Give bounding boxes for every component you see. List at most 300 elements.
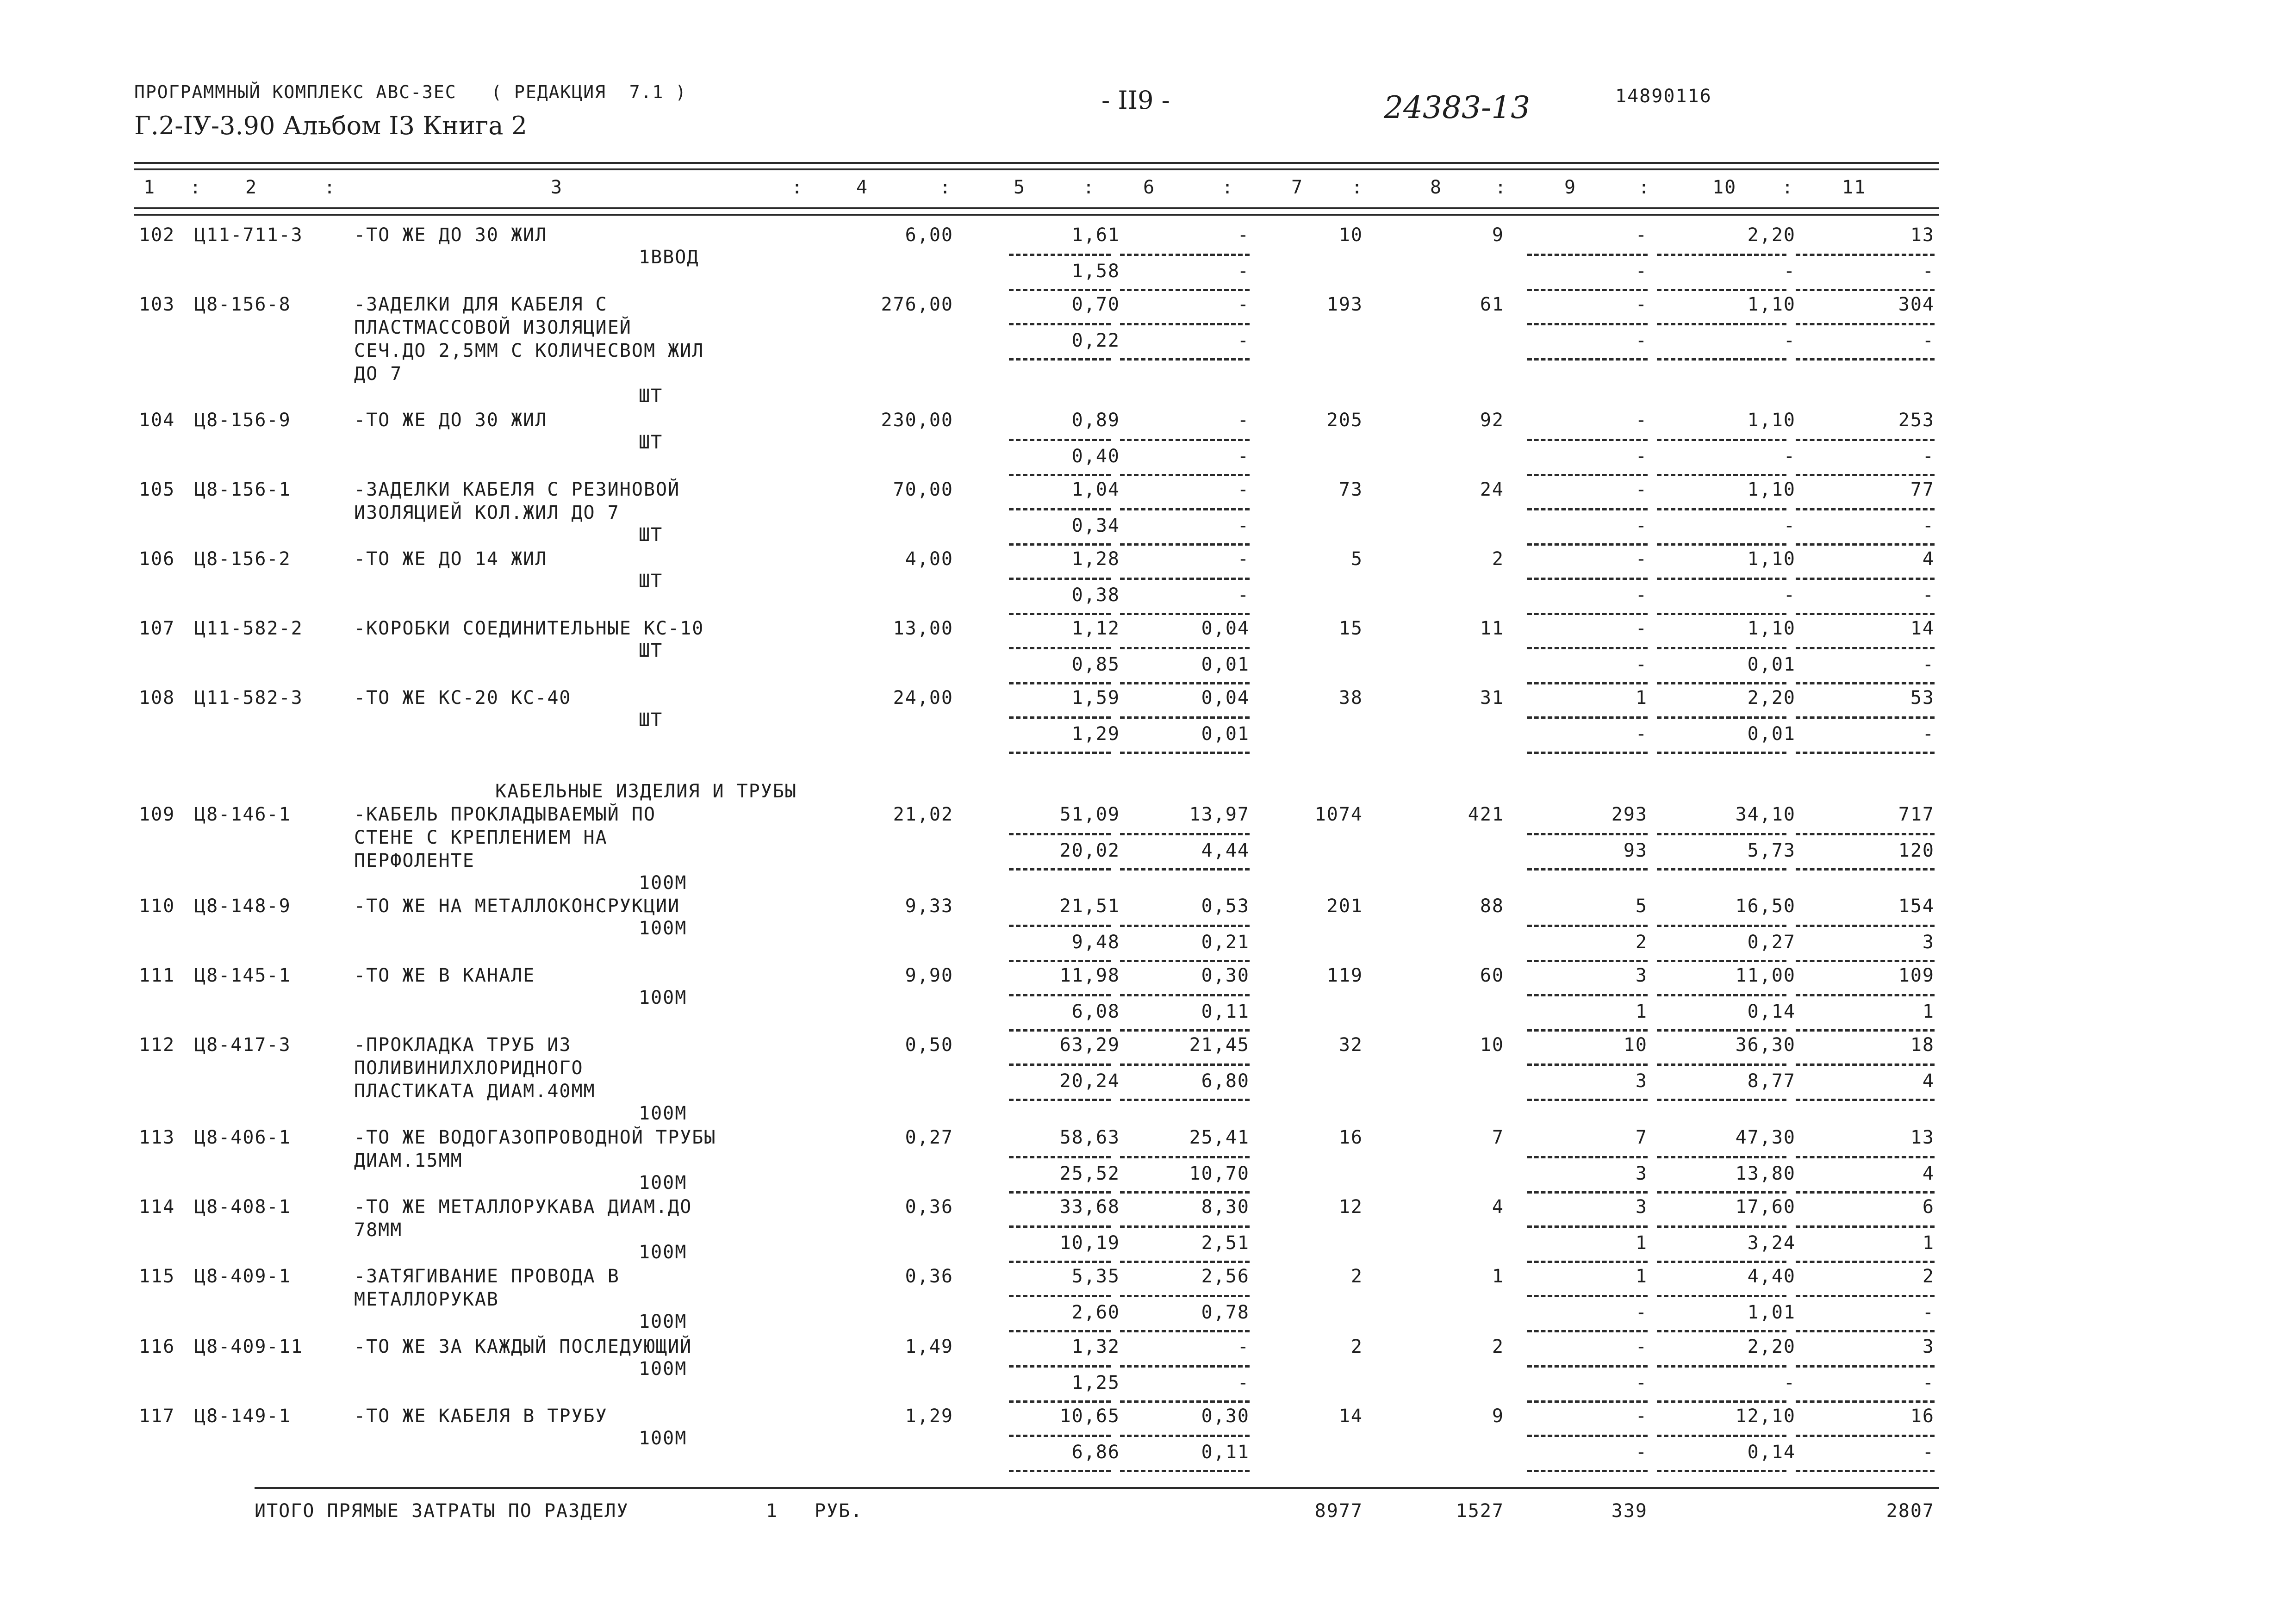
row-number: 102 xyxy=(139,224,175,246)
row-col10: 1,10 xyxy=(1747,410,1796,431)
row-sub-separator-c5 xyxy=(1009,868,1111,871)
row-separator-c5 xyxy=(1009,254,1111,256)
row-sub-col9: 1 xyxy=(1635,1232,1648,1254)
row-col7: 73 xyxy=(1338,479,1363,500)
row-separator-c10 xyxy=(1657,1435,1786,1437)
row-sub-col11: - xyxy=(1922,723,1935,745)
row-col8: 61 xyxy=(1480,294,1504,315)
column-separator: : xyxy=(190,177,202,198)
row-col4: 0,36 xyxy=(905,1266,953,1287)
row-sub-separator-c5 xyxy=(1009,960,1111,962)
row-col10: 17,60 xyxy=(1735,1196,1796,1218)
row-sub-col10: - xyxy=(1783,585,1796,606)
row-sub-col6: 4,44 xyxy=(1201,840,1250,861)
document-number: 24383-13 xyxy=(1384,90,1531,125)
row-description: СТЕНЕ С КРЕПЛЕНИЕМ НА xyxy=(354,827,608,848)
column-separator: : xyxy=(791,177,804,198)
row-separator-c10 xyxy=(1657,647,1786,649)
row-col7: 201 xyxy=(1326,895,1363,917)
row-description: -ТО ЖЕ В КАНАЛЕ xyxy=(354,965,535,986)
row-col9: 1 xyxy=(1635,1266,1648,1287)
row-sub-separator-c10 xyxy=(1657,1330,1786,1332)
row-col7: 38 xyxy=(1338,687,1363,709)
row-col10: 36,30 xyxy=(1735,1034,1796,1056)
row-col11: 13 xyxy=(1910,224,1935,246)
row-separator-c10 xyxy=(1657,1365,1786,1368)
row-col4: 6,00 xyxy=(905,224,953,246)
row-sub-separator-c9 xyxy=(1527,1099,1648,1101)
row-description: 78ММ xyxy=(354,1219,403,1241)
row-sub-col6: - xyxy=(1237,585,1250,606)
row-description: ПЛАСТИКАТА ДИАМ.40ММ xyxy=(354,1081,596,1102)
row-col6: 0,53 xyxy=(1201,895,1250,917)
row-separator-c6 xyxy=(1120,1295,1250,1297)
row-code: Ц8-148-9 xyxy=(194,895,291,917)
album-title: Г.2-IУ-3.90 Альбом I3 Книга 2 xyxy=(134,111,527,140)
row-col4: 9,90 xyxy=(905,965,953,986)
row-sub-col6: 2,51 xyxy=(1201,1232,1250,1254)
row-sub-col6: 0,78 xyxy=(1201,1302,1250,1323)
row-sub-separator-c9 xyxy=(1527,613,1648,615)
row-separator-c6 xyxy=(1120,508,1250,510)
row-col6: 21,45 xyxy=(1189,1034,1250,1056)
row-col6: - xyxy=(1237,548,1250,570)
row-description: ДО 7 xyxy=(354,363,403,385)
row-sub-col11: 120 xyxy=(1898,840,1935,861)
row-description: ИЗОЛЯЦИЕЙ КОЛ.ЖИЛ ДО 7 xyxy=(354,502,620,523)
column-separator: : xyxy=(324,177,336,198)
row-unit: ШТ xyxy=(639,709,663,731)
row-col8: 2 xyxy=(1492,1336,1504,1357)
row-number: 108 xyxy=(139,687,175,709)
row-sub-col9: - xyxy=(1635,585,1648,606)
row-separator-c10 xyxy=(1657,1225,1786,1228)
row-sub-separator-c5 xyxy=(1009,1470,1111,1472)
row-separator-c5 xyxy=(1009,716,1111,719)
column-number: 5 xyxy=(1014,177,1026,198)
row-sub-separator-c6 xyxy=(1120,1330,1250,1332)
row-col6: 13,97 xyxy=(1189,804,1250,825)
row-sub-col9: - xyxy=(1635,1302,1648,1323)
row-unit: 100М xyxy=(639,987,687,1008)
column-number: 2 xyxy=(245,177,258,198)
row-description: -КАБЕЛЬ ПРОКЛАДЫВАЕМЫЙ ПО xyxy=(354,804,656,825)
row-unit: ШТ xyxy=(639,386,663,407)
row-separator-c9 xyxy=(1527,1365,1648,1368)
row-code: Ц8-156-8 xyxy=(194,294,291,315)
row-sub-separator-c10 xyxy=(1657,474,1786,476)
row-sub-col5: 0,34 xyxy=(1071,515,1120,536)
row-separator-c9 xyxy=(1527,1295,1648,1297)
column-separator: : xyxy=(1638,177,1651,198)
row-separator-c10 xyxy=(1657,439,1786,441)
row-col9: - xyxy=(1635,224,1648,246)
row-sub-col10: - xyxy=(1783,261,1796,282)
row-col9: - xyxy=(1635,1336,1648,1357)
row-sub-separator-c10 xyxy=(1657,960,1786,962)
row-sub-separator-c9 xyxy=(1527,1029,1648,1032)
row-sub-separator-c10 xyxy=(1657,1400,1786,1403)
row-sub-col10: - xyxy=(1783,330,1796,351)
row-description: -ЗАДЕЛКИ ДЛЯ КАБЕЛЯ С xyxy=(354,294,608,315)
row-code: Ц8-149-1 xyxy=(194,1405,291,1427)
row-sub-col11: - xyxy=(1922,585,1935,606)
row-code: Ц8-408-1 xyxy=(194,1196,291,1218)
row-separator-c6 xyxy=(1120,925,1250,927)
row-number: 116 xyxy=(139,1336,175,1357)
row-separator-c6 xyxy=(1120,647,1250,649)
row-sub-col11: 1 xyxy=(1922,1232,1935,1254)
row-col7: 12 xyxy=(1338,1196,1363,1218)
row-sub-separator-c9 xyxy=(1527,289,1648,291)
row-col5: 1,59 xyxy=(1071,687,1120,709)
row-sub-separator-c5 xyxy=(1009,1261,1111,1263)
row-code: Ц8-406-1 xyxy=(194,1127,291,1148)
row-col6: - xyxy=(1237,294,1250,315)
row-sub-separator-c10 xyxy=(1657,1099,1786,1101)
row-col9: - xyxy=(1635,294,1648,315)
row-sub-col10: 13,80 xyxy=(1735,1163,1796,1184)
row-sub-col11: 1 xyxy=(1922,1001,1935,1022)
row-col8: 1 xyxy=(1492,1266,1504,1287)
row-sub-col6: - xyxy=(1237,261,1250,282)
row-col6: 0,30 xyxy=(1201,1405,1250,1427)
row-col4: 230,00 xyxy=(881,410,953,431)
row-separator-c10 xyxy=(1657,578,1786,580)
row-unit: 100М xyxy=(639,918,687,939)
row-separator-c9 xyxy=(1527,254,1648,256)
row-separator-c10 xyxy=(1657,1156,1786,1158)
row-col5: 1,28 xyxy=(1071,548,1120,570)
row-description: ПЛАСТМАССОВОЙ ИЗОЛЯЦИЕЙ xyxy=(354,317,632,338)
row-col11: 13 xyxy=(1910,1127,1935,1148)
row-col5: 10,65 xyxy=(1059,1405,1120,1427)
row-sub-separator-c11 xyxy=(1796,358,1935,361)
row-sub-separator-c11 xyxy=(1796,682,1935,684)
row-sub-separator-c5 xyxy=(1009,289,1111,291)
row-col5: 11,98 xyxy=(1059,965,1120,986)
row-sub-col9: 2 xyxy=(1635,932,1648,953)
row-sub-separator-c6 xyxy=(1120,358,1250,361)
row-col10: 4,40 xyxy=(1747,1266,1796,1287)
row-separator-c10 xyxy=(1657,1295,1786,1297)
row-separator-c11 xyxy=(1796,323,1935,325)
row-sub-separator-c5 xyxy=(1009,358,1111,361)
row-sub-col11: - xyxy=(1922,515,1935,536)
row-unit: 100М xyxy=(639,1311,687,1332)
row-separator-c10 xyxy=(1657,254,1786,256)
row-sub-col11: - xyxy=(1922,1372,1935,1393)
row-separator-c11 xyxy=(1796,647,1935,649)
row-sub-separator-c5 xyxy=(1009,613,1111,615)
row-code: Ц8-409-1 xyxy=(194,1266,291,1287)
row-sub-col11: 4 xyxy=(1922,1163,1935,1184)
row-col8: 9 xyxy=(1492,224,1504,246)
row-code: Ц8-417-3 xyxy=(194,1034,291,1056)
row-separator-c11 xyxy=(1796,578,1935,580)
row-description: -ПРОКЛАДКА ТРУБ ИЗ xyxy=(354,1034,572,1056)
row-col9: 10 xyxy=(1623,1034,1648,1056)
row-unit: 100М xyxy=(639,1242,687,1263)
row-sub-col5: 20,02 xyxy=(1059,840,1120,861)
row-col11: 53 xyxy=(1910,687,1935,709)
row-sub-col5: 1,25 xyxy=(1071,1372,1120,1393)
row-sub-col10: 5,73 xyxy=(1747,840,1796,861)
row-sub-col9: 3 xyxy=(1635,1163,1648,1184)
row-separator-c10 xyxy=(1657,508,1786,510)
row-description: -ТО ЖЕ ДО 14 ЖИЛ xyxy=(354,548,548,570)
row-sub-separator-c9 xyxy=(1527,868,1648,871)
row-unit: 100М xyxy=(639,1103,687,1124)
column-separator: : xyxy=(1222,177,1234,198)
row-col4: 9,33 xyxy=(905,895,953,917)
row-sub-col5: 1,58 xyxy=(1071,261,1120,282)
row-col7: 205 xyxy=(1326,410,1363,431)
row-col11: 6 xyxy=(1922,1196,1935,1218)
column-separator: : xyxy=(940,177,952,198)
row-sub-separator-c5 xyxy=(1009,1191,1111,1194)
row-sub-separator-c10 xyxy=(1657,1191,1786,1194)
row-col8: 11 xyxy=(1480,618,1504,639)
row-separator-c5 xyxy=(1009,1225,1111,1228)
row-sub-separator-c11 xyxy=(1796,1261,1935,1263)
row-col7: 32 xyxy=(1338,1034,1363,1056)
row-sub-separator-c11 xyxy=(1796,1191,1935,1194)
row-col4: 276,00 xyxy=(881,294,953,315)
row-sub-col5: 0,22 xyxy=(1071,330,1120,351)
row-col8: 421 xyxy=(1468,804,1504,825)
row-code: Ц11-582-2 xyxy=(194,618,303,639)
row-sub-col10: - xyxy=(1783,446,1796,467)
row-col7: 2 xyxy=(1350,1266,1363,1287)
row-sub-col6: 0,21 xyxy=(1201,932,1250,953)
totals-label: ИТОГО ПРЯМЫЕ ЗАТРАТЫ ПО РАЗДЕЛУ xyxy=(255,1500,629,1522)
row-description: МЕТАЛЛОРУКАВ xyxy=(354,1289,499,1310)
row-sub-col5: 0,38 xyxy=(1071,585,1120,606)
row-sub-separator-c6 xyxy=(1120,613,1250,615)
row-separator-c11 xyxy=(1796,925,1935,927)
row-col11: 154 xyxy=(1898,895,1935,917)
row-col5: 63,29 xyxy=(1059,1034,1120,1056)
row-sub-col6: - xyxy=(1237,330,1250,351)
row-unit: 100М xyxy=(639,1172,687,1194)
row-col6: 0,04 xyxy=(1201,618,1250,639)
row-sub-col11: - xyxy=(1922,1442,1935,1463)
row-separator-c9 xyxy=(1527,647,1648,649)
row-col6: - xyxy=(1237,479,1250,500)
row-col9: 7 xyxy=(1635,1127,1648,1148)
row-number: 112 xyxy=(139,1034,175,1056)
row-sub-separator-c9 xyxy=(1527,543,1648,546)
row-sub-separator-c5 xyxy=(1009,1400,1111,1403)
row-col9: 3 xyxy=(1635,1196,1648,1218)
row-description: -ТО ЖЕ ДО 30 ЖИЛ xyxy=(354,224,548,246)
column-number: 10 xyxy=(1712,177,1737,198)
row-description: -ТО ЖЕ ДО 30 ЖИЛ xyxy=(354,410,548,431)
row-separator-c11 xyxy=(1796,994,1935,996)
row-sub-separator-c6 xyxy=(1120,752,1250,754)
header-top-rule xyxy=(134,162,1939,164)
row-sub-separator-c5 xyxy=(1009,1330,1111,1332)
row-sub-separator-c10 xyxy=(1657,752,1786,754)
row-col8: 92 xyxy=(1480,410,1504,431)
row-col10: 1,10 xyxy=(1747,618,1796,639)
row-col6: 2,56 xyxy=(1201,1266,1250,1287)
row-description: ПЕРФОЛЕНТЕ xyxy=(354,850,475,871)
row-sub-col5: 9,48 xyxy=(1071,932,1120,953)
row-col5: 58,63 xyxy=(1059,1127,1120,1148)
row-sub-col10: 1,01 xyxy=(1747,1302,1796,1323)
row-description: -ТО ЖЕ КС-20 КС-40 xyxy=(354,687,572,709)
row-sub-separator-c10 xyxy=(1657,682,1786,684)
row-sub-separator-c11 xyxy=(1796,868,1935,871)
row-sub-col9: - xyxy=(1635,515,1648,536)
totals-section: 1 xyxy=(766,1500,778,1522)
row-col8: 2 xyxy=(1492,548,1504,570)
row-number: 106 xyxy=(139,548,175,570)
row-unit: 100М xyxy=(639,872,687,894)
row-separator-c6 xyxy=(1120,833,1250,835)
column-separator: : xyxy=(1351,177,1364,198)
row-sub-separator-c9 xyxy=(1527,1330,1648,1332)
row-sub-col6: 0,11 xyxy=(1201,1442,1250,1463)
column-number: 1 xyxy=(143,177,156,198)
row-sub-separator-c11 xyxy=(1796,960,1935,962)
row-col11: 717 xyxy=(1898,804,1935,825)
row-separator-c9 xyxy=(1527,508,1648,510)
row-separator-c11 xyxy=(1796,508,1935,510)
row-sub-col9: - xyxy=(1635,654,1648,675)
row-separator-c9 xyxy=(1527,925,1648,927)
row-separator-c9 xyxy=(1527,833,1648,835)
row-sub-col11: 4 xyxy=(1922,1070,1935,1092)
row-sub-col6: 0,01 xyxy=(1201,723,1250,745)
row-separator-c9 xyxy=(1527,1063,1648,1066)
row-separator-c10 xyxy=(1657,716,1786,719)
row-unit: ШТ xyxy=(639,640,663,661)
row-col9: - xyxy=(1635,548,1648,570)
row-separator-c6 xyxy=(1120,1225,1250,1228)
row-sub-col9: - xyxy=(1635,1372,1648,1393)
totals-col9: 339 xyxy=(1611,1500,1648,1522)
row-sub-separator-c10 xyxy=(1657,1470,1786,1472)
row-sub-col6: 6,80 xyxy=(1201,1070,1250,1092)
row-col5: 1,61 xyxy=(1071,224,1120,246)
row-sub-col6: - xyxy=(1237,515,1250,536)
row-col4: 4,00 xyxy=(905,548,953,570)
row-sub-col5: 20,24 xyxy=(1059,1070,1120,1092)
row-separator-c9 xyxy=(1527,994,1648,996)
row-separator-c9 xyxy=(1527,323,1648,325)
row-sub-col5: 1,29 xyxy=(1071,723,1120,745)
row-col11: 14 xyxy=(1910,618,1935,639)
row-code: Ц8-156-1 xyxy=(194,479,291,500)
row-separator-c5 xyxy=(1009,508,1111,510)
row-sub-col5: 0,40 xyxy=(1071,446,1120,467)
row-number: 117 xyxy=(139,1405,175,1427)
row-separator-c10 xyxy=(1657,994,1786,996)
row-col4: 21,02 xyxy=(893,804,953,825)
row-description: СЕЧ.ДО 2,5ММ С КОЛИЧЕСВОМ ЖИЛ xyxy=(354,340,704,361)
row-sub-separator-c11 xyxy=(1796,1400,1935,1403)
row-col8: 88 xyxy=(1480,895,1504,917)
row-sub-separator-c6 xyxy=(1120,1470,1250,1472)
header-bottom-rule-2 xyxy=(134,214,1939,216)
row-col7: 1074 xyxy=(1314,804,1363,825)
row-sub-col6: 0,11 xyxy=(1201,1001,1250,1022)
row-sub-separator-c11 xyxy=(1796,613,1935,615)
row-sub-separator-c10 xyxy=(1657,1029,1786,1032)
row-col5: 0,89 xyxy=(1071,410,1120,431)
row-separator-c9 xyxy=(1527,1225,1648,1228)
row-separator-c11 xyxy=(1796,439,1935,441)
row-sub-col9: - xyxy=(1635,1442,1648,1463)
row-separator-c5 xyxy=(1009,994,1111,996)
row-col7: 119 xyxy=(1326,965,1363,986)
row-col6: 0,30 xyxy=(1201,965,1250,986)
row-col11: 253 xyxy=(1898,410,1935,431)
row-separator-c6 xyxy=(1120,439,1250,441)
row-number: 110 xyxy=(139,895,175,917)
row-col6: 25,41 xyxy=(1189,1127,1250,1148)
row-separator-c9 xyxy=(1527,1156,1648,1158)
row-separator-c9 xyxy=(1527,439,1648,441)
row-col7: 16 xyxy=(1338,1127,1363,1148)
row-sub-separator-c6 xyxy=(1120,1261,1250,1263)
row-code: Ц8-146-1 xyxy=(194,804,291,825)
row-sub-separator-c9 xyxy=(1527,752,1648,754)
row-col4: 0,36 xyxy=(905,1196,953,1218)
row-sub-col5: 0,85 xyxy=(1071,654,1120,675)
row-sub-col10: 0,01 xyxy=(1747,723,1796,745)
row-sub-col5: 10,19 xyxy=(1059,1232,1120,1254)
row-description: -КОРОБКИ СОЕДИНИТЕЛЬНЫЕ КС-10 xyxy=(354,618,704,639)
row-col7: 5 xyxy=(1350,548,1363,570)
totals-col7: 8977 xyxy=(1314,1500,1363,1522)
row-sub-separator-c6 xyxy=(1120,868,1250,871)
row-separator-c10 xyxy=(1657,323,1786,325)
row-separator-c11 xyxy=(1796,254,1935,256)
row-separator-c5 xyxy=(1009,833,1111,835)
row-number: 105 xyxy=(139,479,175,500)
row-col4: 70,00 xyxy=(893,479,953,500)
row-sub-col9: - xyxy=(1635,723,1648,745)
row-sub-col5: 2,60 xyxy=(1071,1302,1120,1323)
row-separator-c11 xyxy=(1796,1225,1935,1228)
row-number: 107 xyxy=(139,618,175,639)
row-separator-c5 xyxy=(1009,578,1111,580)
row-col10: 1,10 xyxy=(1747,548,1796,570)
row-separator-c9 xyxy=(1527,1435,1648,1437)
row-col5: 21,51 xyxy=(1059,895,1120,917)
row-col9: 293 xyxy=(1611,804,1648,825)
row-col11: 18 xyxy=(1910,1034,1935,1056)
row-col9: - xyxy=(1635,1405,1648,1427)
row-sub-separator-c6 xyxy=(1120,289,1250,291)
row-sub-separator-c6 xyxy=(1120,1191,1250,1194)
row-code: Ц11-582-3 xyxy=(194,687,303,709)
row-col8: 4 xyxy=(1492,1196,1504,1218)
row-col9: - xyxy=(1635,410,1648,431)
row-sub-separator-c11 xyxy=(1796,289,1935,291)
row-sub-separator-c5 xyxy=(1009,474,1111,476)
row-description: -ТО ЖЕ КАБЕЛЯ В ТРУБУ xyxy=(354,1405,608,1427)
row-code: Ц11-711-3 xyxy=(194,224,303,246)
section-heading: КАБЕЛЬНЫЕ ИЗДЕЛИЯ И ТРУБЫ xyxy=(495,781,797,802)
row-separator-c5 xyxy=(1009,647,1111,649)
row-separator-c6 xyxy=(1120,1156,1250,1158)
row-col11: 304 xyxy=(1898,294,1935,315)
